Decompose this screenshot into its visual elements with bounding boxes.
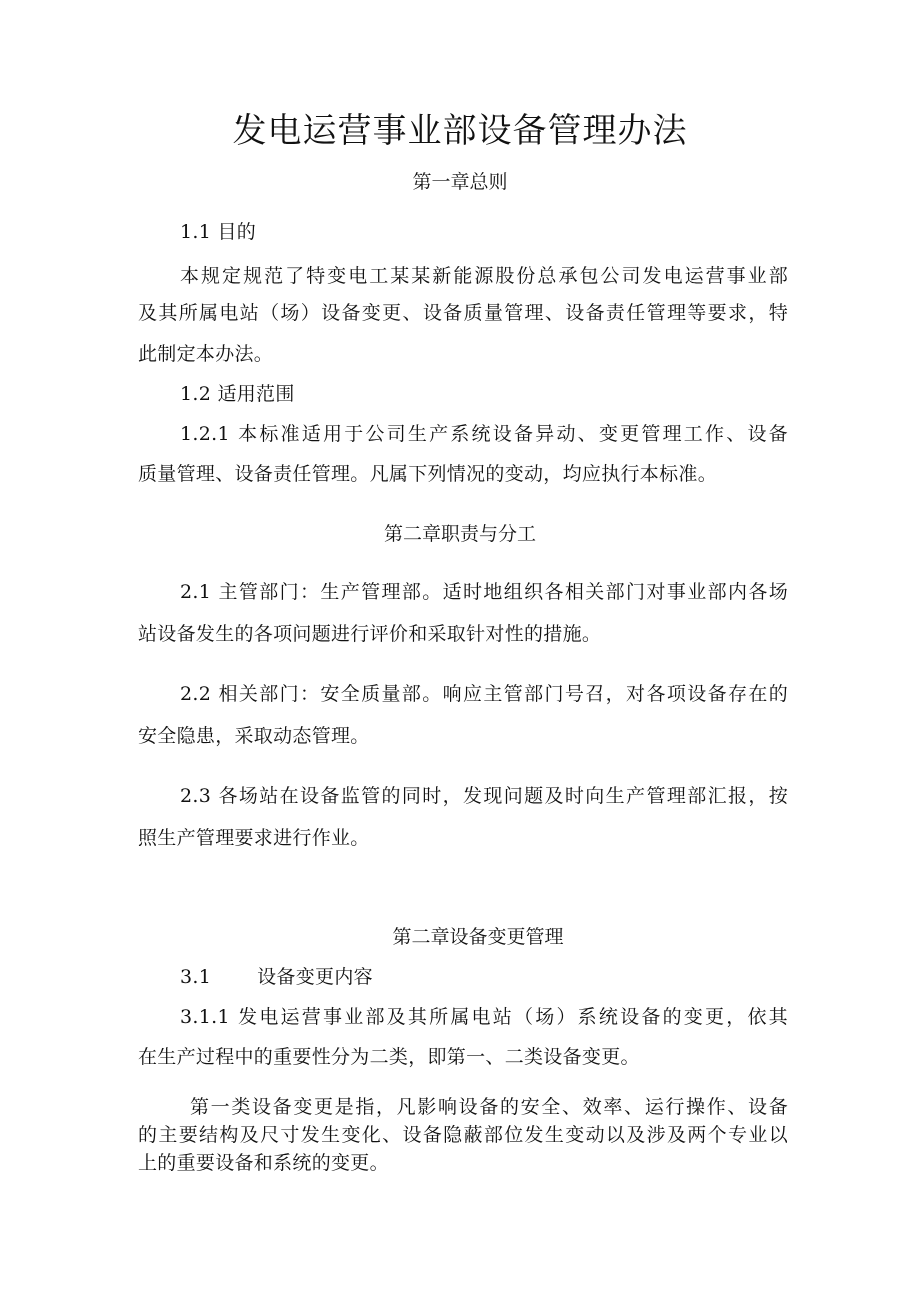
class-1-change-line-2: 的主要结构及尺寸发生变化、设备隐蔽部位发生变动以及涉及两个专业以 (138, 1124, 788, 1146)
section-3-1-heading (180, 963, 788, 991)
section-3-1-number: 3.1 (180, 966, 212, 988)
class-1-change-line-1: 第一类设备变更是指，凡影响设备的安全、效率、运行操作、设备 (190, 1096, 788, 1118)
section-2-2-line-2: 安全隐患，采取动态管理。 (138, 725, 370, 747)
section-3-1-title: 设备变更内容 (257, 966, 373, 988)
section-1-1-paragraph-line-3: 此制定本办法。 (138, 343, 274, 365)
section-3-1-1-line-1: 3.1.1 发电运营事业部及其所属电站（场）系统设备的变更，依其 (180, 1006, 788, 1028)
section-2-1-line-2: 站设备发生的各项问题进行评价和采取针对性的措施。 (138, 623, 602, 645)
section-1-1-heading: 1.1 目的 (180, 221, 257, 243)
section-1-1-paragraph-line-2: 及其所属电站（场）设备变更、设备质量管理、设备责任管理等要求，特 (138, 302, 788, 324)
section-1-2-1-line-2: 质量管理、设备责任管理。凡属下列情况的变动，均应执行本标准。 (138, 463, 718, 485)
section-2-1-line-1: 2.1 主管部门：生产管理部。适时地组织各相关部门对事业部内各场 (180, 581, 788, 603)
section-1-2-1-line-1: 1.2.1 本标准适用于公司生产系统设备异动、变更管理工作、设备 (180, 423, 788, 445)
section-1-2-heading: 1.2 适用范围 (180, 383, 295, 405)
section-3-1-1-line-2: 在生产过程中的重要性分为二类，即第一、二类设备变更。 (138, 1046, 640, 1068)
class-1-change-line-3: 上的重要设备和系统的变更。 (138, 1152, 389, 1174)
section-2-3-line-2: 照生产管理要求进行作业。 (138, 827, 370, 849)
section-2-3-line-1: 2.3 各场站在设备监管的同时，发现问题及时向生产管理部汇报，按 (180, 785, 788, 807)
section-2-2-line-1: 2.2 相关部门：安全质量部。响应主管部门号召，对各项设备存在的 (180, 683, 788, 705)
chapter-2-heading: 第二章职责与分工 (383, 523, 536, 545)
document-title: 发电运营事业部设备管理办法 (232, 111, 688, 151)
chapter-1-heading: 第一章总则 (412, 171, 508, 193)
chapter-3-heading: 第二章设备变更管理 (392, 926, 564, 948)
section-1-1-paragraph-line-1: 本规定规范了特变电工某某新能源股份总承包公司发电运营事业部 (180, 265, 788, 287)
